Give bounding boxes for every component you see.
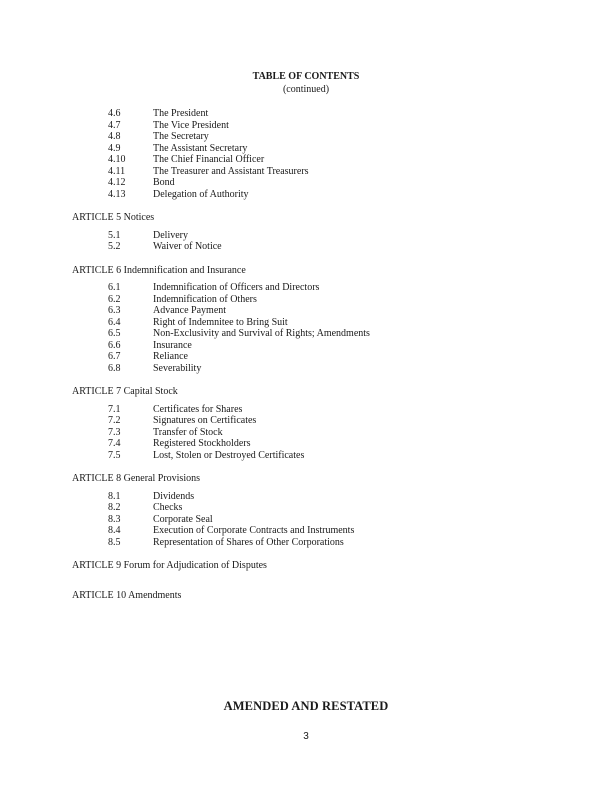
toc-entry-title: Reliance — [153, 351, 188, 362]
toc-entry-title: Transfer of Stock — [153, 427, 223, 438]
article-6-heading: ARTICLE 6 Indemnification and Insurance — [72, 265, 246, 276]
toc-entry-4-12 — [108, 177, 175, 188]
toc-entry-7-4 — [108, 438, 250, 449]
toc-entry-number: 7.2 — [108, 415, 121, 426]
toc-entry-title: The Vice President — [153, 120, 229, 131]
toc-entry-number: 4.7 — [108, 120, 121, 131]
toc-entry-4-13 — [108, 189, 249, 200]
article-9-heading: ARTICLE 9 Forum for Adjudication of Disputes — [72, 560, 267, 571]
toc-entry-5-2 — [108, 241, 222, 252]
toc-entry-title: Advance Payment — [153, 305, 227, 316]
toc-entry-4-9 — [108, 143, 247, 154]
toc-entry-4-10 — [108, 154, 264, 165]
toc-entry-6-7 — [108, 351, 188, 362]
toc-entry-number: 6.5 — [108, 328, 121, 339]
toc-entry-number: 6.6 — [108, 340, 121, 351]
toc-entry-6-1 — [108, 282, 319, 293]
toc-entry-number: 7.3 — [108, 427, 121, 438]
toc-entry-number: 5.1 — [108, 230, 121, 241]
footer-title: AMENDED AND RESTATED — [223, 699, 389, 713]
toc-entry-6-4 — [108, 317, 288, 328]
toc-entry-number: 4.11 — [108, 166, 126, 177]
toc-entry-title: The Assistant Secretary — [153, 143, 248, 154]
toc-entry-title: Execution of Corporate Contracts and Instruments — [153, 525, 355, 536]
toc-entry-8-2 — [108, 502, 182, 513]
toc-entry-title: Checks — [153, 502, 183, 513]
toc-entry-title: Indemnification of Others — [153, 294, 257, 305]
toc-entry-4-11 — [108, 166, 309, 177]
toc-entry-title: Indemnification of Officers and Directors — [153, 282, 320, 293]
toc-entry-number: 6.2 — [108, 294, 121, 305]
toc-entry-number: 4.13 — [108, 189, 126, 200]
toc-entry-number: 4.8 — [108, 131, 121, 142]
toc-entry-number: 5.2 — [108, 241, 121, 252]
toc-entry-title: Corporate Seal — [153, 514, 213, 525]
toc-entry-number: 7.5 — [108, 450, 121, 461]
toc-entry-title: Certificates for Shares — [153, 404, 243, 415]
toc-entry-title: Lost, Stolen or Destroyed Certificates — [153, 450, 305, 461]
toc-entry-title: Bond — [153, 177, 175, 188]
toc-entry-title: Waiver of Notice — [153, 241, 222, 252]
toc-entry-title: Delivery — [153, 230, 188, 241]
toc-entry-title: Right of Indemnitee to Bring Suit — [153, 317, 288, 328]
toc-entry-number: 4.9 — [108, 143, 121, 154]
toc-entry-7-1 — [108, 404, 242, 415]
toc-entry-title: The Treasurer and Assistant Treasurers — [153, 166, 309, 177]
article-8-heading: ARTICLE 8 General Provisions — [72, 473, 200, 484]
toc-entry-number: 4.12 — [108, 177, 126, 188]
toc-title: TABLE OF CONTENTS — [252, 71, 360, 82]
toc-entry-7-3 — [108, 427, 223, 438]
toc-entry-number: 8.5 — [108, 537, 121, 548]
toc-entry-6-6 — [108, 340, 192, 351]
toc-entry-8-5 — [108, 537, 344, 548]
toc-entry-8-4 — [108, 525, 354, 536]
toc-entry-title: Severability — [153, 363, 202, 374]
toc-entry-number: 7.4 — [108, 438, 121, 449]
toc-entry-7-5 — [108, 450, 304, 461]
toc-entry-6-8 — [108, 363, 201, 374]
toc-entry-number: 8.2 — [108, 502, 121, 513]
toc-entry-6-2 — [108, 294, 257, 305]
toc-entry-8-1 — [108, 491, 194, 502]
toc-entry-7-2 — [108, 415, 256, 426]
toc-entry-title: Non-Exclusivity and Survival of Rights; Amendments — [153, 328, 370, 339]
toc-entry-title: The Chief Financial Officer — [153, 154, 265, 165]
article-7-heading: ARTICLE 7 Capital Stock — [72, 386, 178, 397]
toc-subtitle: (continued) — [282, 84, 330, 95]
toc-entry-number: 7.1 — [108, 404, 121, 415]
toc-entry-title: Registered Stockholders — [153, 438, 251, 449]
toc-entry-5-1 — [108, 230, 188, 241]
toc-entry-number: 8.4 — [108, 525, 121, 536]
toc-entry-number: 6.1 — [108, 282, 121, 293]
toc-entry-number: 8.3 — [108, 514, 121, 525]
toc-entry-title: Representation of Shares of Other Corporations — [153, 537, 344, 548]
toc-entry-title: Dividends — [153, 491, 195, 502]
page-number: 3 — [303, 731, 309, 742]
toc-entry-8-3 — [108, 514, 213, 525]
toc-entry-number: 6.4 — [108, 317, 121, 328]
toc-entry-title: Delegation of Authority — [153, 189, 249, 200]
toc-entry-6-3 — [108, 305, 226, 316]
toc-entry-4-6 — [108, 108, 208, 119]
toc-entry-title: Insurance — [153, 340, 192, 351]
toc-entry-title: The Secretary — [153, 131, 209, 142]
toc-entry-number: 6.7 — [108, 351, 121, 362]
article-5-heading: ARTICLE 5 Notices — [72, 212, 155, 223]
toc-entry-6-5 — [108, 328, 370, 339]
toc-entry-title: The President — [153, 108, 209, 119]
toc-entry-4-8 — [108, 131, 209, 142]
toc-entry-title: Signatures on Certificates — [153, 415, 257, 426]
article-10-heading: ARTICLE 10 Amendments — [72, 590, 182, 601]
toc-entry-4-7 — [108, 120, 229, 131]
toc-entry-number: 6.3 — [108, 305, 121, 316]
toc-entry-number: 8.1 — [108, 491, 121, 502]
toc-entry-number: 4.10 — [108, 154, 126, 165]
toc-entry-number: 6.8 — [108, 363, 121, 374]
toc-entry-number: 4.6 — [108, 108, 121, 119]
